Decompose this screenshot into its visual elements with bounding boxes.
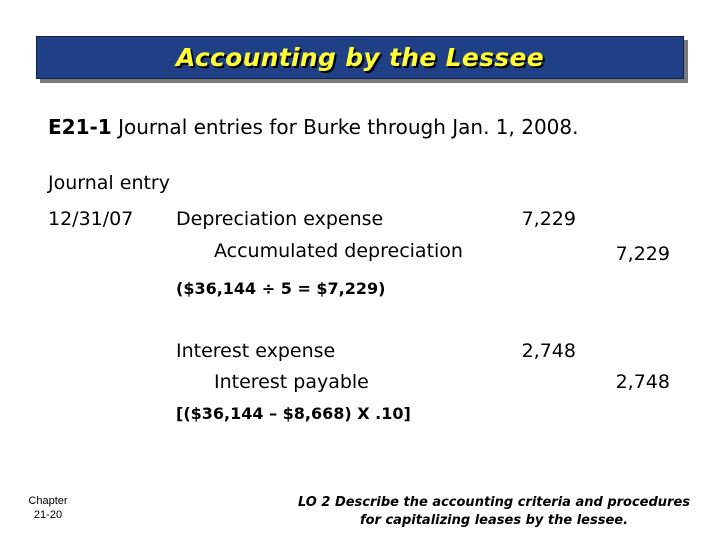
exercise-description: Journal entries for Burke through Jan. 1, 2008. <box>118 115 579 139</box>
journal-entry-label: Journal entry <box>48 172 170 194</box>
exercise-code: E21-1 <box>48 115 112 139</box>
calculation-note: [($36,144 – $8,668) X .10] <box>176 404 411 423</box>
slide-title: Accounting by the Lessee <box>176 43 544 72</box>
calculation-note: ($36,144 ÷ 5 = $7,229) <box>176 279 386 298</box>
credit-amount: 2,748 <box>615 371 670 393</box>
entry-date: 12/31/07 <box>48 208 134 230</box>
debit-account: Depreciation expense <box>176 208 384 230</box>
debit-amount: 2,748 <box>521 340 576 362</box>
chapter-label: Chapter <box>28 495 68 507</box>
chapter-label-block <box>18 494 78 522</box>
debit-account: Interest expense <box>176 340 336 362</box>
chapter-number: 21-20 <box>33 509 63 521</box>
credit-account: Interest payable <box>214 371 369 393</box>
learning-objective-line-2: for capitalizing leases by the lessee. <box>359 513 629 528</box>
learning-objective <box>276 494 712 530</box>
credit-amount: 7,229 <box>615 243 670 265</box>
debit-amount: 7,229 <box>521 208 576 230</box>
credit-account: Accumulated depreciation <box>214 240 463 262</box>
learning-objective-line-1: LO 2 Describe the accounting criteria and procedures <box>297 495 691 510</box>
exercise-heading <box>48 115 578 139</box>
